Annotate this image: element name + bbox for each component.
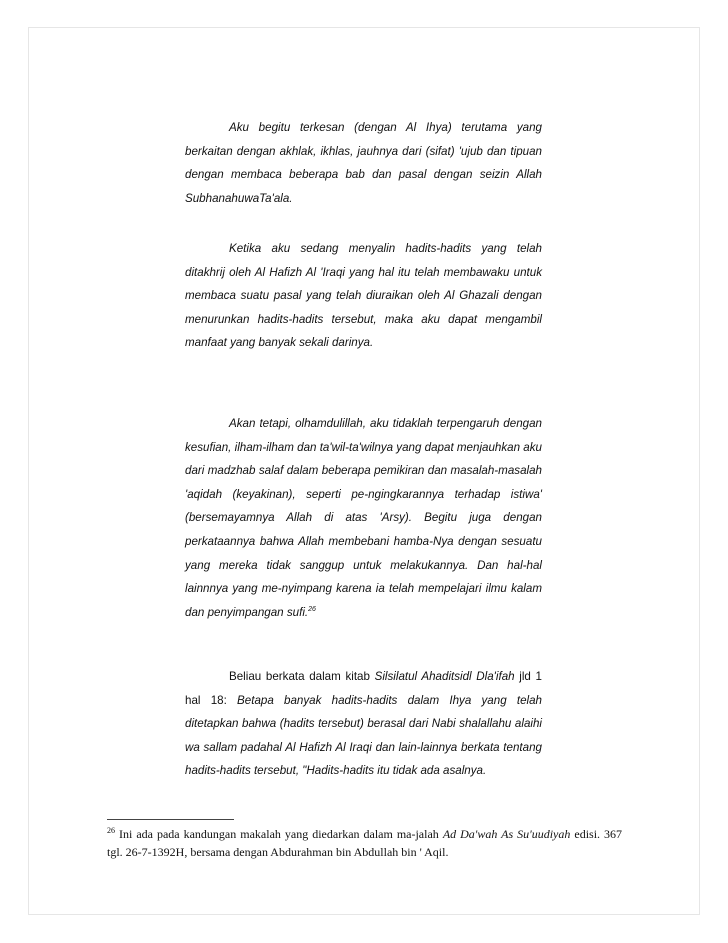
paragraph-4-text xyxy=(185,665,542,783)
paragraph-3 xyxy=(185,412,542,624)
paragraph-4-reference: jld 1 hal 18: xyxy=(185,670,542,707)
paragraph-4-book-title: Silsilatul Ahaditsidl Dla'ifah xyxy=(374,670,515,683)
paragraph-3-body: Akan tetapi, olhamdulillah, aku tidaklah terpengaruh dengan kesufian, ilham-ilham dan ta'wil-ta'wilnya yang dapat menjauhkan aku dari madzhab salaf dalam beberapa pemikiran dan masalah-masalah 'aqidah (keyakinan), seperti pe-ngingkarannya terhadap istiwa' (bersemayamnya Allah di atas 'Arsy). Begitu juga dengan perkataannya bahwa Allah membebani hamba-Nya dengan sesuatu yang mereka tidak sanggup untuk melakukannya. Dan hal-hal lainnnya yang me-nyimpang karena ia telah mempelajari ilmu kalam dan penyimpangan sufi. xyxy=(185,417,542,619)
footnote-text-after: edisi. 367 tgl. 26-7-1392H, bersama dengan Abdurahman bin Abdullah bin ' Aqil. xyxy=(107,827,623,859)
paragraph-2 xyxy=(185,237,542,355)
paragraph-4 xyxy=(185,665,542,783)
footnote xyxy=(107,825,622,861)
footnote-text-before: Ini ada pada kandungan makalah yang diedarkan dalam ma-jalah xyxy=(119,827,439,841)
paragraph-2-text: Ketika aku sedang menyalin hadits-hadits yang telah ditakhrij oleh Al Hafizh Al 'Iraqi yang hal itu telah membawaku untuk membaca suatu pasal yang telah diuraikan oleh Al Ghazali dengan menurunkan hadits-hadits tersebut, maka aku dapat mengambil manfaat yang banyak sekali darinya. xyxy=(185,242,542,350)
footnote-number: 26 xyxy=(107,826,115,835)
paragraph-4-quote: Betapa banyak hadits-hadits dalam Ihya yang telah ditetapkan bahwa (hadits tersebut) berasal dari Nabi shalallahu alaihi wa sallam padahal Al Hafizh Al Iraqi dan lain-lainnya berkata tentang hadits-hadits tersebut, "Hadits-hadits itu tidak ada asalnya. xyxy=(185,693,543,778)
paragraph-1-text: Aku begitu terkesan (dengan Al Ihya) terutama yang berkaitan dengan akhlak, ikhlas, jauhnya dari (sifat) 'ujub dan tipuan dengan membaca beberapa bab dan pasal dengan seizin Allah SubhanahuwaTa'ala. xyxy=(185,121,542,205)
paragraph-4-lead: Beliau berkata dalam kitab xyxy=(229,670,370,683)
paragraph-3-text xyxy=(185,412,542,624)
footnote-journal-title: Ad Da'wah As Su'uudiyah xyxy=(442,827,571,841)
paragraph-1 xyxy=(185,116,542,210)
footnote-separator xyxy=(107,819,234,820)
footnote-reference: 26 xyxy=(308,605,316,613)
